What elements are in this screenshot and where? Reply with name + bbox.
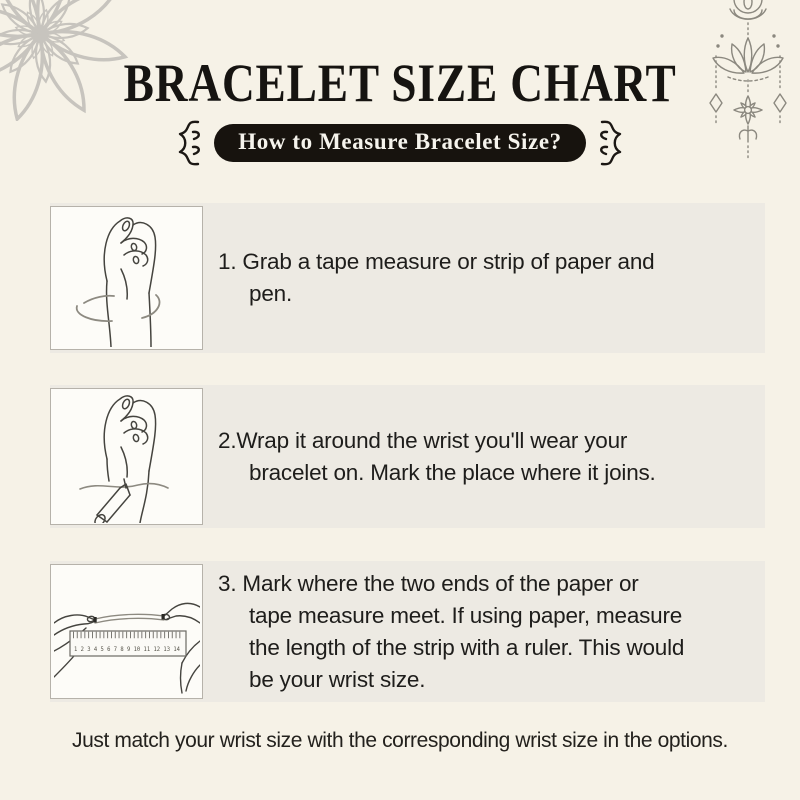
step-2-text xyxy=(218,385,757,528)
footer-note: Just match your wrist size with the corresponding wrist size in the options. xyxy=(72,729,728,752)
flourish-right-icon xyxy=(596,119,628,167)
step-3-row xyxy=(50,561,765,702)
step-2-row xyxy=(50,385,765,528)
hands-ruler-measure-icon xyxy=(54,567,200,697)
subtitle-row xyxy=(0,119,800,167)
step-3-line-1: 3. Mark where the two ends of the paper or xyxy=(218,570,639,596)
step-2-line-1: 2.Wrap it around the wrist you'll wear your xyxy=(218,427,628,453)
step-2-line-2: bracelet on. Mark the place where it joins. xyxy=(249,459,656,485)
step-1-line-1: 1. Grab a tape measure or strip of paper and xyxy=(218,249,655,274)
page-title: BRACELET SIZE CHART xyxy=(123,53,677,113)
step-3-illustration-box xyxy=(50,564,203,699)
step-3-text xyxy=(218,561,757,702)
ruler-numbers: 1 2 3 4 5 6 7 8 9 10 11 12 13 14 xyxy=(73,644,180,653)
step-2-illustration-box xyxy=(50,388,203,525)
hand-fist-tape-icon xyxy=(54,209,200,347)
step-3-line-2: tape measure meet. If using paper, measure xyxy=(249,602,683,628)
subtitle-badge: How to Measure Bracelet Size? xyxy=(214,124,586,162)
step-1-line-2: pen. xyxy=(249,281,292,306)
step-3-line-3: the length of the strip with a ruler. This would xyxy=(249,634,685,660)
step-1-text xyxy=(218,203,757,353)
hand-wrist-pen-icon xyxy=(54,391,200,523)
step-3-line-4: be your wrist size. xyxy=(249,666,426,692)
flourish-left-icon xyxy=(172,119,204,167)
step-1-row xyxy=(50,203,765,353)
step-1-illustration-box xyxy=(50,206,203,350)
